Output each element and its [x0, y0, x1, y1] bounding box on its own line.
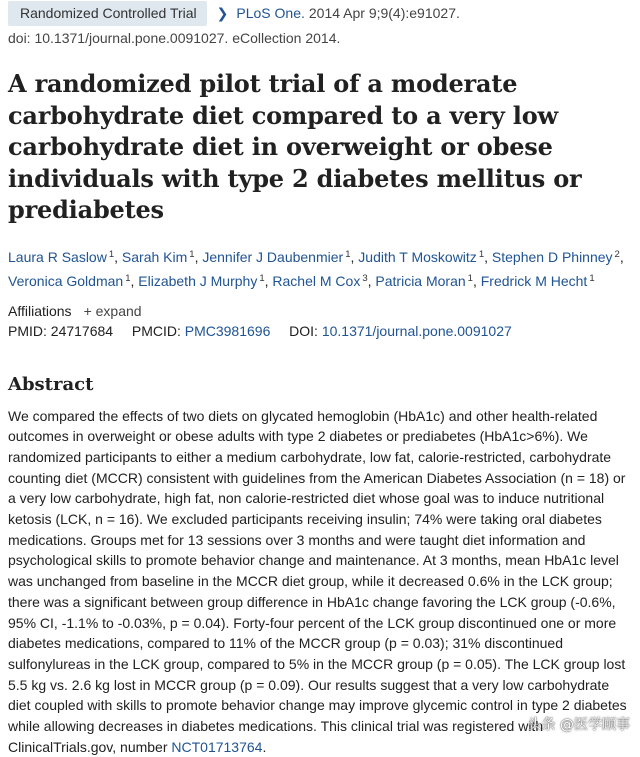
author-item: [122, 249, 195, 265]
affiliations-row: [8, 301, 633, 321]
author-list: Laura R Saslow $^1$, Sarah Kim $^1$, Jennifer J Daubenmier $^1$, Judith T Moskowitz $^1$, Stephen D Phinney $^2$, Veronica Goldman $^1$, Elizabeth J Murphy $^1$, Rachel M Cox $^3$, Patricia Moran $^1$, Fredrick M Hecht $^1$: [8, 244, 633, 293]
doi-line: doi: 10.1371/journal.pone.0091027. eCollection 2014.: [8, 30, 633, 50]
article-header-line: [8, 0, 633, 26]
expand-affiliations-button[interactable]: [84, 303, 142, 319]
author-link[interactable]: Fredrick M Hecht: [481, 273, 588, 289]
affiliation-number[interactable]: 1: [468, 273, 473, 284]
trial-registration-link[interactable]: NCT01713764: [171, 739, 262, 755]
citation-text: 2014 Apr 9;9(4):e91027.: [309, 5, 460, 21]
affiliation-number[interactable]: 1: [479, 249, 484, 260]
author-item: [272, 273, 367, 289]
author-item: [8, 273, 130, 289]
affiliation-number[interactable]: 2: [615, 249, 620, 260]
affiliation-number[interactable]: 1: [125, 273, 130, 284]
abstract-body: We compared the effects of two diets on glycated hemoglobin (HbA1c) and other health-related outcomes in overweight or obese adults with type 2 diabetes or prediabetes (HbA1c>6%). We randomized participants to either a medium carbohydrate, low fat, calorie-restricted, carbohydrate counting diet (MCCR) consistent with guidelines from the American Diabetes Association (n = 18) or a very low carbohydrate, high fat, non calorie-restricted diet whose goal was to induce nutritional ketosis (LCK, n = 16). We excluded participants receiving insulin; 74% were taking oral diabetes medications. Groups met for 13 sessions over 3 months and were taught diet information and psychological skills to promote behavior change and maintenance. At 3 months, mean HbA1c level was unchanged from baseline in the MCCR diet group, while it decreased 0.6% in the LCK group; there was a significant between group difference in HbA1c change favoring the LCK group (-0.6%, 95% CI, -1.1% to -0.03%, p = 0.04). Forty-four percent of the LCK group discontinued one or more diabetes medications, compared to 11% of the MCCR group (p = 0.03); 31% discontinued sulfonylureas in the LCK group, compared to 5% in the MCCR group (p = 0.05). The LCK group lost 5.5 kg vs. 2.6 kg lost in MCCR group (p = 0.09). Our results suggest that a very low carbohydrate diet coupled with skills to promote behavior change may improve glycemic control in type 2 diabetes while allowing decreases in diabetes medications. This clinical trial was registered with ClinicalTrials.gov, number: [8, 408, 627, 755]
author-link[interactable]: Laura R Saslow: [8, 249, 107, 265]
author-link[interactable]: Veronica Goldman: [8, 273, 123, 289]
identifiers-row: [8, 323, 633, 343]
author-link[interactable]: Elizabeth J Murphy: [138, 273, 257, 289]
doi-link[interactable]: 10.1371/journal.pone.0091027: [322, 323, 512, 339]
plus-icon: +: [84, 303, 92, 319]
author-item: [202, 249, 350, 265]
author-item: [358, 249, 484, 265]
author-link[interactable]: Rachel M Cox: [272, 273, 360, 289]
affiliation-number[interactable]: 1: [589, 273, 594, 284]
author-link[interactable]: Stephen D Phinney: [492, 249, 613, 265]
author-link[interactable]: Patricia Moran: [375, 273, 465, 289]
author-link[interactable]: Judith T Moskowitz: [358, 249, 477, 265]
author-link[interactable]: Sarah Kim: [122, 249, 187, 265]
author-item: [492, 249, 620, 265]
watermark: 头条 @医学顾事: [528, 714, 630, 734]
affiliation-number[interactable]: 1: [109, 249, 114, 260]
affiliation-number[interactable]: 1: [345, 249, 350, 260]
affiliation-number[interactable]: 1: [259, 273, 264, 284]
pmid-label: PMID:: [8, 323, 47, 339]
pmcid-label: PMCID:: [132, 323, 181, 339]
affiliations-label: Affiliations: [8, 303, 72, 319]
abstract-text: [8, 406, 630, 757]
author-item: [481, 273, 595, 289]
article-type-badge: Randomized Controlled Trial: [8, 1, 207, 26]
author-link[interactable]: Jennifer J Daubenmier: [202, 249, 343, 265]
author-item: [375, 273, 473, 289]
abstract-heading: Abstract: [8, 373, 633, 397]
pmid-value: 24717684: [51, 323, 113, 339]
article-title: A randomized pilot trial of a moderate carbohydrate diet compared to a very low carbohydrate diet in overweight or obese individuals with type 2 diabetes mellitus or prediabetes: [8, 68, 633, 226]
author-item: [8, 249, 114, 265]
expand-label: expand: [96, 303, 142, 319]
affiliation-number[interactable]: 1: [189, 249, 194, 260]
author-item: [138, 273, 264, 289]
chevron-right-icon[interactable]: ❯: [217, 5, 229, 22]
affiliation-number[interactable]: 3: [362, 273, 367, 284]
journal-link[interactable]: PLoS One.: [236, 5, 305, 21]
article-page: [8, 0, 633, 757]
abstract-trailing: .: [262, 739, 266, 755]
pmcid-link[interactable]: PMC3981696: [185, 323, 271, 339]
doi-label: DOI:: [289, 323, 318, 339]
